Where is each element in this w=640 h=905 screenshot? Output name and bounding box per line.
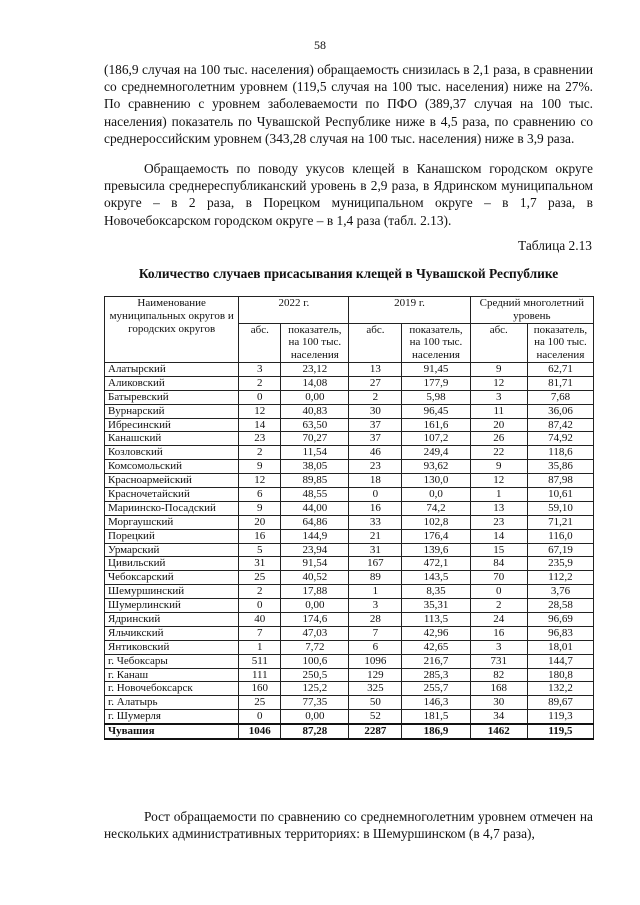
row-value-cell: 255,7 (402, 682, 470, 696)
row-value-cell: 143,5 (402, 571, 470, 585)
row-value-cell: 12 (470, 474, 527, 488)
row-value-cell: 8,35 (402, 585, 470, 599)
row-value-cell: 2 (239, 585, 281, 599)
row-value-cell: 14 (470, 529, 527, 543)
row-value-cell: 731 (470, 654, 527, 668)
row-value-cell: 21 (349, 529, 402, 543)
row-value-cell: 89,67 (527, 696, 593, 710)
row-territory-name: Вурнарский (105, 404, 239, 418)
row-value-cell: 2 (239, 376, 281, 390)
row-value-cell: 13 (470, 501, 527, 515)
row-value-cell: 91,54 (281, 557, 349, 571)
table-row (105, 376, 594, 390)
row-value-cell: 144,7 (527, 654, 593, 668)
row-value-cell: 20 (470, 418, 527, 432)
row-value-cell: 0 (470, 585, 527, 599)
row-value-cell: 1 (349, 585, 402, 599)
row-value-cell: 30 (349, 404, 402, 418)
header-average: Средний многолетний уровень (470, 297, 593, 324)
row-value-cell: 12 (470, 376, 527, 390)
header-rate: показатель, на 100 тыс. населения (527, 323, 593, 362)
row-value-cell: 6 (349, 640, 402, 654)
row-territory-name: Ибресинский (105, 418, 239, 432)
row-value-cell: 15 (470, 543, 527, 557)
table-row (105, 390, 594, 404)
row-value-cell: 2 (349, 390, 402, 404)
row-value-cell: 24 (470, 613, 527, 627)
row-value-cell: 67,19 (527, 543, 593, 557)
row-value-cell: 107,2 (402, 432, 470, 446)
row-territory-name: Ядринский (105, 613, 239, 627)
row-value-cell: 160 (239, 682, 281, 696)
row-value-cell: 22 (470, 446, 527, 460)
row-value-cell: 118,6 (527, 446, 593, 460)
row-value-cell: 10,61 (527, 488, 593, 502)
row-value-cell: 48,55 (281, 488, 349, 502)
row-value-cell: 0,00 (281, 390, 349, 404)
table-row (105, 613, 594, 627)
row-value-cell: 325 (349, 682, 402, 696)
row-value-cell: 84 (470, 557, 527, 571)
row-value-cell: 14 (239, 418, 281, 432)
tick-bites-table (104, 296, 594, 740)
row-value-cell: 38,05 (281, 460, 349, 474)
row-value-cell: 2287 (349, 724, 402, 739)
table-row (105, 529, 594, 543)
row-value-cell: 33 (349, 515, 402, 529)
row-value-cell: 0 (349, 488, 402, 502)
table-row (105, 585, 594, 599)
table-row (105, 696, 594, 710)
row-value-cell: 102,8 (402, 515, 470, 529)
row-value-cell: 5 (239, 543, 281, 557)
table-title: Количество случаев присасывания клещей в Чувашской Республике (138, 266, 559, 281)
row-value-cell: 7 (349, 626, 402, 640)
row-value-cell: 13 (349, 362, 402, 376)
row-value-cell: 89 (349, 571, 402, 585)
row-value-cell: 96,83 (527, 626, 593, 640)
table-row (105, 460, 594, 474)
row-value-cell: 40 (239, 613, 281, 627)
row-value-cell: 1 (239, 640, 281, 654)
row-territory-name: Красноармейский (105, 474, 239, 488)
row-value-cell: 20 (239, 515, 281, 529)
row-value-cell: 129 (349, 668, 402, 682)
table-row (105, 432, 594, 446)
row-value-cell: 235,9 (527, 557, 593, 571)
table-row (105, 599, 594, 613)
row-territory-name: Аликовский (105, 376, 239, 390)
table-row (105, 626, 594, 640)
row-value-cell: 0,0 (402, 488, 470, 502)
row-value-cell: 181,5 (402, 710, 470, 724)
row-value-cell: 168 (470, 682, 527, 696)
row-value-cell: 3 (470, 640, 527, 654)
row-value-cell: 16 (470, 626, 527, 640)
row-value-cell: 12 (239, 404, 281, 418)
header-name: Наименование муниципальных округов и городских округов (105, 297, 239, 363)
row-value-cell: 12 (239, 474, 281, 488)
row-territory-name: Чебоксарский (105, 571, 239, 585)
row-value-cell: 74,2 (402, 501, 470, 515)
row-value-cell: 34 (470, 710, 527, 724)
row-value-cell: 37 (349, 432, 402, 446)
table-row (105, 682, 594, 696)
row-value-cell: 40,52 (281, 571, 349, 585)
row-value-cell: 472,1 (402, 557, 470, 571)
row-value-cell: 37 (349, 418, 402, 432)
table-row (105, 446, 594, 460)
row-value-cell: 42,96 (402, 626, 470, 640)
row-territory-name: Яльчикский (105, 626, 239, 640)
row-value-cell: 0,00 (281, 710, 349, 724)
row-value-cell: 180,8 (527, 668, 593, 682)
header-abs: абс. (349, 323, 402, 362)
table-row (105, 571, 594, 585)
row-value-cell: 81,71 (527, 376, 593, 390)
row-territory-name: Моргаушский (105, 515, 239, 529)
row-value-cell: 62,71 (527, 362, 593, 376)
table-row (105, 640, 594, 654)
paragraph-3: Рост обращаемости по сравнению со среднемноголетним уровнем отмечен на нескольких административных территориях: в Шемуршинском (в 4,7 раза), (104, 809, 593, 842)
row-value-cell: 25 (239, 696, 281, 710)
row-value-cell: 87,98 (527, 474, 593, 488)
row-territory-name: Алатырский (105, 362, 239, 376)
row-value-cell: 7,68 (527, 390, 593, 404)
table-row (105, 543, 594, 557)
header-abs: абс. (239, 323, 281, 362)
row-value-cell: 113,5 (402, 613, 470, 627)
row-value-cell: 2 (239, 446, 281, 460)
row-value-cell: 3,76 (527, 585, 593, 599)
row-territory-name: г. Шумерля (105, 710, 239, 724)
row-value-cell: 23,12 (281, 362, 349, 376)
row-value-cell: 14,08 (281, 376, 349, 390)
table-row (105, 710, 594, 724)
row-value-cell: 1 (470, 488, 527, 502)
table-row (105, 418, 594, 432)
row-value-cell: 11 (470, 404, 527, 418)
row-value-cell: 44,00 (281, 501, 349, 515)
row-value-cell: 16 (349, 501, 402, 515)
row-value-cell: 11,54 (281, 446, 349, 460)
row-value-cell: 77,35 (281, 696, 349, 710)
row-value-cell: 31 (239, 557, 281, 571)
row-value-cell: 130,0 (402, 474, 470, 488)
row-value-cell: 9 (239, 460, 281, 474)
row-value-cell: 70 (470, 571, 527, 585)
row-value-cell: 2 (470, 599, 527, 613)
row-territory-name: г. Чебоксары (105, 654, 239, 668)
table-row (105, 557, 594, 571)
row-territory-name: г. Новочебоксарск (105, 682, 239, 696)
row-territory-name: Шемуршинский (105, 585, 239, 599)
row-value-cell: 167 (349, 557, 402, 571)
row-value-cell: 93,62 (402, 460, 470, 474)
row-value-cell: 161,6 (402, 418, 470, 432)
row-value-cell: 26 (470, 432, 527, 446)
table-total-row (105, 724, 594, 739)
table-row (105, 501, 594, 515)
row-territory-name: г. Алатырь (105, 696, 239, 710)
row-value-cell: 27 (349, 376, 402, 390)
row-value-cell: 87,28 (281, 724, 349, 739)
row-value-cell: 9 (470, 362, 527, 376)
row-value-cell: 30 (470, 696, 527, 710)
row-value-cell: 23 (239, 432, 281, 446)
row-territory-name: Порецкий (105, 529, 239, 543)
row-value-cell: 35,86 (527, 460, 593, 474)
row-territory-name: Комсомольский (105, 460, 239, 474)
row-value-cell: 9 (239, 501, 281, 515)
row-value-cell: 249,4 (402, 446, 470, 460)
row-territory-name: Чувашия (105, 724, 239, 739)
row-value-cell: 174,6 (281, 613, 349, 627)
table-row (105, 362, 594, 376)
row-value-cell: 177,9 (402, 376, 470, 390)
header-abs: абс. (470, 323, 527, 362)
row-value-cell: 0,00 (281, 599, 349, 613)
table-body (105, 362, 594, 739)
header-2022: 2022 г. (239, 297, 349, 324)
row-value-cell: 146,3 (402, 696, 470, 710)
row-value-cell: 42,65 (402, 640, 470, 654)
row-territory-name: Канашский (105, 432, 239, 446)
row-value-cell: 0 (239, 390, 281, 404)
row-value-cell: 186,9 (402, 724, 470, 739)
row-value-cell: 23 (470, 515, 527, 529)
row-value-cell: 250,5 (281, 668, 349, 682)
row-value-cell: 63,50 (281, 418, 349, 432)
row-value-cell: 116,0 (527, 529, 593, 543)
row-territory-name: г. Канаш (105, 668, 239, 682)
row-value-cell: 3 (470, 390, 527, 404)
row-value-cell: 176,4 (402, 529, 470, 543)
row-value-cell: 0 (239, 710, 281, 724)
table-row (105, 668, 594, 682)
row-value-cell: 35,31 (402, 599, 470, 613)
header-rate: показатель, на 100 тыс. населения (402, 323, 470, 362)
row-value-cell: 216,7 (402, 654, 470, 668)
row-value-cell: 112,2 (527, 571, 593, 585)
row-value-cell: 18,01 (527, 640, 593, 654)
row-value-cell: 9 (470, 460, 527, 474)
table-number: Таблица 2.13 (517, 238, 592, 253)
row-value-cell: 119,3 (527, 710, 593, 724)
row-value-cell: 3 (349, 599, 402, 613)
row-value-cell: 23,94 (281, 543, 349, 557)
table-row (105, 474, 594, 488)
row-value-cell: 7 (239, 626, 281, 640)
row-value-cell: 18 (349, 474, 402, 488)
row-value-cell: 96,69 (527, 613, 593, 627)
paragraph-1: (186,9 случая на 100 тыс. населения) обращаемость снизилась в 2,1 раза, в сравнении со среднемноголетним уровнем (119,5 случая на 100 тыс. населения) ниже на 27%. По сравнению с уровнем заболеваемости по ПФО (389,37 случая на 100 тыс. населения) показатель по Чувашской Республике ниже в 4,5 раза, по сравнению со среднероссийским уровнем (343,28 случая на 100 тыс. населения) ниже в 3,9 раза. (104, 62, 593, 146)
row-value-cell: 139,6 (402, 543, 470, 557)
row-territory-name: Янтиковский (105, 640, 239, 654)
row-value-cell: 119,5 (527, 724, 593, 739)
row-value-cell: 5,98 (402, 390, 470, 404)
row-value-cell: 82 (470, 668, 527, 682)
row-value-cell: 7,72 (281, 640, 349, 654)
row-value-cell: 91,45 (402, 362, 470, 376)
row-value-cell: 31 (349, 543, 402, 557)
row-value-cell: 46 (349, 446, 402, 460)
row-value-cell: 96,45 (402, 404, 470, 418)
row-value-cell: 6 (239, 488, 281, 502)
row-value-cell: 71,21 (527, 515, 593, 529)
row-value-cell: 74,92 (527, 432, 593, 446)
row-value-cell: 0 (239, 599, 281, 613)
row-territory-name: Шумерлинский (105, 599, 239, 613)
table-row (105, 488, 594, 502)
row-territory-name: Мариинско-Посадский (105, 501, 239, 515)
row-value-cell: 17,88 (281, 585, 349, 599)
row-value-cell: 111 (239, 668, 281, 682)
row-value-cell: 144,9 (281, 529, 349, 543)
row-territory-name: Красночетайский (105, 488, 239, 502)
row-territory-name: Батыревский (105, 390, 239, 404)
row-value-cell: 1462 (470, 724, 527, 739)
row-value-cell: 36,06 (527, 404, 593, 418)
row-value-cell: 1046 (239, 724, 281, 739)
row-value-cell: 100,6 (281, 654, 349, 668)
row-value-cell: 52 (349, 710, 402, 724)
row-value-cell: 125,2 (281, 682, 349, 696)
row-territory-name: Цивильский (105, 557, 239, 571)
row-value-cell: 50 (349, 696, 402, 710)
table-row (105, 515, 594, 529)
paragraph-2: Обращаемость по поводу укусов клещей в Канашском городском округе превысила среднереспубликанский уровень в 2,9 раза, в Ядринском муниципальном округе – в 2 раза, в Порецком муниципальном округе – в 1,7 раза, в Новочебоксарском городском округе – в 1,4 раза (табл. 2.13). (104, 161, 593, 228)
row-value-cell: 25 (239, 571, 281, 585)
row-value-cell: 64,86 (281, 515, 349, 529)
row-value-cell: 59,10 (527, 501, 593, 515)
table-row (105, 654, 594, 668)
row-value-cell: 285,3 (402, 668, 470, 682)
row-value-cell: 28 (349, 613, 402, 627)
row-value-cell: 511 (239, 654, 281, 668)
header-2019: 2019 г. (349, 297, 470, 324)
row-territory-name: Козловский (105, 446, 239, 460)
row-value-cell: 87,42 (527, 418, 593, 432)
row-value-cell: 16 (239, 529, 281, 543)
row-value-cell: 1096 (349, 654, 402, 668)
row-value-cell: 40,83 (281, 404, 349, 418)
header-rate: показатель, на 100 тыс. населения (281, 323, 349, 362)
page-number: 58 (314, 38, 326, 52)
row-value-cell: 70,27 (281, 432, 349, 446)
row-value-cell: 28,58 (527, 599, 593, 613)
row-value-cell: 23 (349, 460, 402, 474)
row-value-cell: 47,03 (281, 626, 349, 640)
table-row (105, 404, 594, 418)
row-value-cell: 132,2 (527, 682, 593, 696)
row-value-cell: 89,85 (281, 474, 349, 488)
row-value-cell: 3 (239, 362, 281, 376)
row-territory-name: Урмарский (105, 543, 239, 557)
